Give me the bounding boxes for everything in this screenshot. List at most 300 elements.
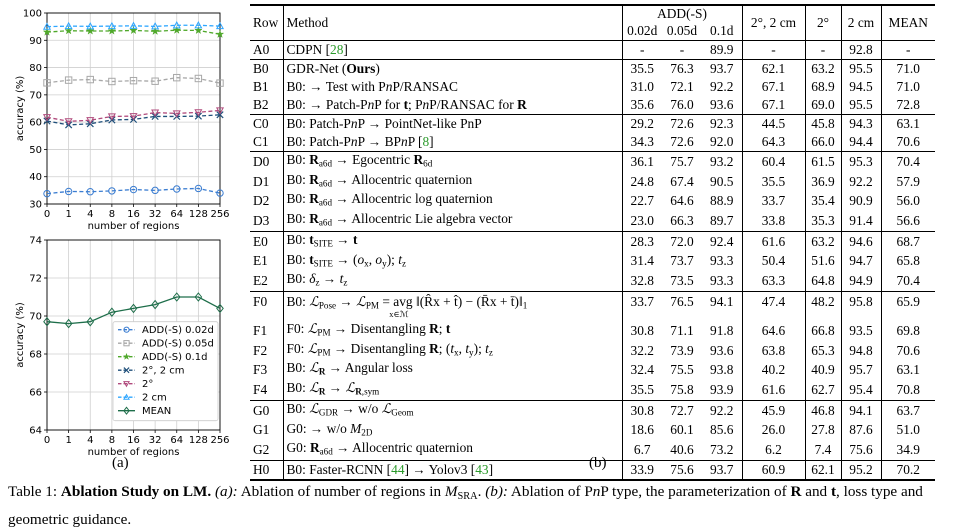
y-tick-label: 80 <box>29 63 42 75</box>
cell-deg: 40.9 <box>805 360 841 380</box>
legend-label: ADD(-S) 0.1d <box>142 352 208 364</box>
cell-cm: 94.8 <box>841 341 881 361</box>
text-segment: → Allocentric log quaternion <box>332 191 493 207</box>
row-id: A0 <box>250 41 283 60</box>
y-tick-label: 40 <box>29 172 42 184</box>
cell-cm: 87.6 <box>841 421 881 441</box>
text-segment: → <box>319 271 340 287</box>
cell-cm: 94.7 <box>841 252 881 272</box>
legend-label: MEAN <box>142 406 172 418</box>
row-id: F1 <box>253 322 268 338</box>
table-row <box>250 252 935 272</box>
math-segment: ℒ <box>307 321 318 337</box>
cell-deg: 35.4 <box>805 191 841 211</box>
cell-deg: - <box>805 41 841 60</box>
row-id: C0 <box>250 115 283 134</box>
row-id: F2 <box>253 342 268 358</box>
cell-add-005d: 76.5 <box>662 292 702 322</box>
math-segment: t <box>309 231 314 247</box>
y-axis-label: accuracy (%) <box>15 302 26 368</box>
cell-deg: 66.0 <box>805 133 841 152</box>
text-segment: B0: <box>286 271 310 287</box>
row-id: D2 <box>253 193 270 209</box>
row-method <box>283 292 622 322</box>
row-method <box>283 60 622 79</box>
math-segment: 6d <box>423 158 433 169</box>
math-segment: z <box>488 347 493 358</box>
math-segment: ℒ <box>309 400 319 416</box>
row-id: G1 <box>253 422 270 438</box>
cell-deg: 65.3 <box>805 341 841 361</box>
text-segment: B0: → Test with P <box>286 79 386 94</box>
cell-add-005d: 60.1 <box>670 422 694 438</box>
math-segment: R <box>318 367 326 378</box>
y-tick-label: 68 <box>29 349 42 361</box>
cell-deg: 63.2 <box>805 231 841 251</box>
math-segment: t <box>485 340 489 356</box>
cell-add-002d: 33.9 <box>622 461 662 481</box>
math-segment: t <box>450 340 455 356</box>
text-segment: G0: → w/o <box>286 420 351 436</box>
table-row <box>250 152 935 172</box>
row-id: D1 <box>253 173 270 189</box>
x-tick-label: 1 <box>65 435 72 446</box>
text-segment: B0: <box>286 251 310 267</box>
row-id: D0 <box>250 152 283 172</box>
cell-cm: 92.8 <box>841 41 881 60</box>
text-segment: CDPN [ <box>286 42 331 57</box>
table-row <box>250 41 935 60</box>
text-segment: P for <box>374 97 404 112</box>
cell-cm: 94.1 <box>841 400 881 420</box>
cell-add-005d: 66.3 <box>670 213 694 229</box>
cell-deg-cm: 67.1 <box>742 96 805 115</box>
cell-add-01d: 93.2 <box>702 152 742 172</box>
cell-add-01d: 92.0 <box>710 134 734 149</box>
y-tick-label: 90 <box>29 35 42 47</box>
text-segment: ] <box>488 462 494 478</box>
cell-cm: 94.9 <box>841 271 881 291</box>
cell-cm: 95.4 <box>841 380 881 400</box>
row-id: F3 <box>253 362 268 378</box>
panel-label-b: (b) <box>589 455 607 471</box>
math-segment: R <box>309 152 319 167</box>
cell-mean: 34.9 <box>881 440 935 460</box>
x-tick-label: 16 <box>127 435 140 446</box>
cell-add-002d: 28.3 <box>622 231 662 251</box>
y-tick-label: 74 <box>29 235 42 247</box>
math-segment: Geom <box>391 407 414 418</box>
cell-add-002d: 6.7 <box>622 440 662 460</box>
x-tick-label: 32 <box>148 435 162 446</box>
math-segment: R <box>429 321 439 337</box>
row-method <box>283 115 622 134</box>
cell-cm: 94.4 <box>841 133 881 152</box>
math-segment: z <box>315 278 320 289</box>
x-tick-label: 128 <box>188 435 208 446</box>
math-segment: n <box>400 134 408 149</box>
table-row <box>250 78 935 96</box>
cell-add-005d: 75.5 <box>670 362 694 378</box>
math-segment: R <box>429 340 439 356</box>
cell-add-005d: 71.1 <box>670 322 694 338</box>
math-segment: t <box>353 231 358 247</box>
cell-add-005d: 75.6 <box>662 461 702 481</box>
citation-link[interactable]: 28 <box>330 42 344 57</box>
cell-add-002d: 35.5 <box>622 60 662 79</box>
cell-cm: 95.3 <box>841 152 881 172</box>
math-segment: y <box>469 347 474 358</box>
table-row <box>250 292 935 322</box>
cell-deg: 48.2 <box>805 292 841 322</box>
math-segment: t <box>830 483 836 500</box>
row-method <box>283 360 622 380</box>
math-segment: Ablation Study on LM. <box>60 483 212 500</box>
row-id: B1 <box>253 79 269 94</box>
cell-mean: 70.2 <box>881 461 935 481</box>
header-cm: 2 cm <box>841 5 881 41</box>
cell-add-01d: 94.1 <box>702 292 742 322</box>
text-segment: → Egocentric <box>332 152 414 167</box>
cell-add-005d: 72.7 <box>662 400 702 420</box>
cell-add-01d: 93.3 <box>710 253 734 269</box>
cell-add-002d: 24.8 <box>622 172 662 192</box>
table-row <box>250 96 935 115</box>
math-segment: a6d <box>318 178 333 189</box>
math-segment: ℒ <box>356 294 366 310</box>
text-segment: GDR-Net ( <box>286 61 347 76</box>
cell-add-002d: - <box>622 41 662 60</box>
text-segment: ); <box>473 340 486 356</box>
header-add-002d: 0.02d <box>622 22 662 41</box>
cell-add-01d: 92.2 <box>702 400 742 420</box>
cell-add-01d: 93.6 <box>710 342 734 358</box>
cell-cm: 93.5 <box>841 321 881 341</box>
legend-label: 2 cm <box>142 392 167 404</box>
y-tick-label: 66 <box>29 387 42 399</box>
math-segment: δ <box>309 271 316 287</box>
text-segment: B0: → Patch-P <box>286 97 368 112</box>
cell-add-01d: 92.4 <box>702 231 742 251</box>
cell-deg-cm: - <box>742 41 805 60</box>
cell-cm: 94.3 <box>841 115 881 134</box>
text-segment: = <box>379 294 394 310</box>
header-add: ADD(-S) <box>622 5 742 22</box>
cell-add-01d: 93.7 <box>702 461 742 481</box>
cell-add-005d: 75.7 <box>662 152 702 172</box>
math-segment: (a): <box>214 483 238 500</box>
cell-add-01d: 89.7 <box>710 213 734 229</box>
text-segment: → Disentangling <box>330 340 430 356</box>
text-segment: → <box>336 294 357 310</box>
math-segment: R <box>355 386 362 397</box>
table-body <box>250 41 935 481</box>
y-tick-label: 30 <box>29 199 42 211</box>
cell-mean: 70.8 <box>881 380 935 400</box>
x-tick-label: 64 <box>170 209 184 220</box>
cell-mean: 72.8 <box>881 96 935 115</box>
math-segment: t <box>465 340 470 356</box>
row-method <box>283 231 622 251</box>
x-axis-label: number of regions <box>87 221 180 232</box>
x-axis-label: number of regions <box>87 447 180 458</box>
cell-cm: 90.9 <box>841 191 881 211</box>
text-segment: → ( <box>332 251 358 267</box>
cell-add-005d: 40.6 <box>670 442 694 458</box>
row-method <box>283 461 622 481</box>
legend-label: 2°, 2 cm <box>142 365 185 377</box>
table-row <box>250 271 935 291</box>
cell-deg: 61.5 <box>805 152 841 172</box>
cell-add-002d: 18.6 <box>622 421 662 441</box>
cell-deg: 66.8 <box>805 321 841 341</box>
math-segment: n <box>367 97 375 112</box>
row-method <box>283 380 622 400</box>
cell-mean: - <box>881 41 935 60</box>
table-row <box>250 400 935 420</box>
text-segment: → Disentangling <box>330 321 430 337</box>
cell-deg: 69.0 <box>805 96 841 115</box>
cell-add-002d: 30.8 <box>622 321 662 341</box>
legend-label: ADD(-S) 0.05d <box>142 338 214 350</box>
text-segment: F0: <box>286 340 308 356</box>
cell-add-01d: 93.7 <box>702 60 742 79</box>
row-method <box>283 341 622 361</box>
x-tick-label: 256 <box>210 209 230 220</box>
text-segment: ; <box>438 321 446 337</box>
cell-add-01d: 90.5 <box>710 173 734 189</box>
cell-mean: 65.9 <box>881 292 935 322</box>
cell-deg: 27.8 <box>805 421 841 441</box>
text-segment: , <box>458 340 466 356</box>
header-deg: 2° <box>805 5 841 41</box>
cell-deg: 68.9 <box>805 78 841 96</box>
citation-link[interactable]: 8 <box>422 134 430 149</box>
cell-add-01d: 92.2 <box>710 79 734 94</box>
math-segment: x <box>364 258 369 269</box>
text-segment: B0: <box>286 294 310 310</box>
cell-mean: 70.4 <box>881 152 935 172</box>
cell-add-005d: 73.5 <box>670 273 694 289</box>
math-segment: a6d <box>318 217 333 228</box>
cell-deg-cm: 63.8 <box>742 341 805 361</box>
cell-deg: 36.9 <box>805 172 841 192</box>
math-segment: x <box>454 347 459 358</box>
y-tick-label: 100 <box>22 8 42 20</box>
cell-deg: 63.2 <box>805 60 841 79</box>
cell-mean: 71.0 <box>881 78 935 96</box>
math-segment: t <box>403 97 409 112</box>
text-segment: ] <box>343 42 348 57</box>
row-id: D3 <box>253 213 270 229</box>
cell-deg-cm: 33.8 <box>742 211 805 231</box>
table-row <box>250 211 935 231</box>
y-axis-label: accuracy (%) <box>15 75 26 142</box>
cell-mean: 63.1 <box>881 360 935 380</box>
math-segment: x∈ℳ <box>389 310 409 320</box>
math-segment: R <box>309 191 319 207</box>
table-row <box>250 115 935 134</box>
chart-regions-accuracy <box>0 0 245 232</box>
math-segment: o <box>375 251 383 267</box>
math-segment: Pose <box>318 300 337 311</box>
text-segment: , loss type and geometric guidance. <box>8 483 923 529</box>
row-method <box>283 133 622 152</box>
cell-deg-cm: 35.5 <box>742 172 805 192</box>
text-segment: . <box>477 483 486 500</box>
ablation-table <box>250 4 935 481</box>
header-add-01d: 0.1d <box>710 23 734 38</box>
cell-add-005d: 76.3 <box>662 60 702 79</box>
chart-regions-mean <box>0 228 245 463</box>
cell-add-01d: 91.8 <box>710 322 734 338</box>
math-segment: y <box>382 258 387 269</box>
legend-label: ADD(-S) 0.02d <box>142 325 214 337</box>
cell-add-005d: 64.6 <box>670 193 694 209</box>
math-segment: t <box>445 321 451 337</box>
row-method <box>283 271 622 291</box>
math-segment: SITE <box>313 258 333 269</box>
cell-mean: 65.8 <box>881 252 935 272</box>
cell-deg-cm: 47.4 <box>742 292 805 322</box>
math-segment: ,sym <box>361 386 380 397</box>
x-tick-label: 256 <box>210 435 230 446</box>
y-tick-label: 64 <box>29 425 42 437</box>
math-segment: R <box>309 171 319 187</box>
text-segment: G0: <box>286 440 310 456</box>
math-segment: GDR <box>318 407 339 418</box>
math-segment: a6d <box>319 447 333 458</box>
math-segment: R <box>309 211 319 227</box>
text-segment: B0: <box>286 231 310 247</box>
table-row <box>250 380 935 400</box>
y-tick-label: 50 <box>29 144 42 156</box>
cell-add-005d: 72.6 <box>670 134 694 149</box>
text-segment: ‖(R̂x + t̂) − (R̄x + t̄)‖ <box>412 294 523 310</box>
math-segment: avg x∈ℳ <box>393 294 412 310</box>
cell-deg-cm: 61.6 <box>742 380 805 400</box>
panel-label-a: (a) <box>112 455 129 471</box>
cell-deg-cm: 50.4 <box>742 252 805 272</box>
math-segment: ℒ <box>309 360 319 376</box>
y-tick-label: 70 <box>29 311 42 323</box>
text-segment: B0: <box>286 191 310 207</box>
text-segment: F0: <box>286 321 308 337</box>
text-segment: P [ <box>407 134 423 149</box>
cell-mean: 63.1 <box>881 115 935 134</box>
cell-add-002d: 32.8 <box>622 271 662 291</box>
table-row <box>250 231 935 251</box>
text-segment: B0: Patch-P <box>286 116 351 131</box>
math-segment: t <box>309 251 314 267</box>
text-segment: B0: <box>286 360 310 376</box>
cell-deg: 7.4 <box>805 440 841 460</box>
math-segment: n <box>385 79 393 94</box>
header-deg-cm: 2°, 2 cm <box>742 5 805 41</box>
row-method <box>283 321 622 341</box>
row-id: E2 <box>253 273 268 289</box>
cell-add-002d: 30.8 <box>622 400 662 420</box>
text-segment: B0: Patch-P <box>286 134 351 149</box>
cell-cm: 94.6 <box>841 231 881 251</box>
cell-add-005d: - <box>662 41 702 60</box>
cell-add-005d: 73.7 <box>670 253 694 269</box>
x-tick-label: 128 <box>188 209 208 220</box>
text-segment: → Allocentric Lie algebra vector <box>332 211 513 227</box>
cell-cm: 94.5 <box>841 78 881 96</box>
cell-mean: 56.0 <box>881 191 935 211</box>
text-segment: P type, the parameterization of <box>600 483 791 500</box>
row-id: B0 <box>250 60 283 79</box>
cell-add-01d: 89.9 <box>702 41 742 60</box>
cell-cm: 95.7 <box>841 360 881 380</box>
text-segment: → <box>332 231 353 247</box>
math-segment: a6d <box>318 198 333 209</box>
cell-deg: 64.8 <box>805 271 841 291</box>
cell-add-002d: 23.0 <box>622 211 662 231</box>
cell-add-01d: 93.9 <box>710 382 734 398</box>
row-id: G0 <box>250 400 283 420</box>
text-segment: ) <box>375 61 380 76</box>
cell-cm: 95.5 <box>841 96 881 115</box>
text-segment: P/RANSAC for <box>429 97 518 112</box>
text-segment: ] → Yolov3 [ <box>404 462 476 478</box>
row-method <box>283 252 622 272</box>
cell-add-01d: 93.3 <box>710 273 734 289</box>
cell-deg: 35.3 <box>805 211 841 231</box>
x-tick-label: 8 <box>108 435 116 446</box>
cell-add-01d: 93.6 <box>710 97 734 112</box>
x-tick-label: 32 <box>148 209 162 220</box>
text-segment: → <box>325 380 346 396</box>
math-segment: PM <box>317 327 331 338</box>
cell-add-01d: 73.2 <box>710 442 734 458</box>
table-row <box>250 191 935 211</box>
cell-cm: 95.5 <box>841 60 881 79</box>
cell-mean: 70.4 <box>881 271 935 291</box>
citation-link[interactable]: 43 <box>475 462 489 478</box>
x-tick-label: 16 <box>127 209 140 220</box>
legend-label: 2° <box>142 379 154 391</box>
table-caption <box>8 480 963 531</box>
cell-deg-cm: 44.5 <box>742 115 805 134</box>
citation-link[interactable]: 44 <box>391 462 405 478</box>
cell-deg-cm: 64.6 <box>742 321 805 341</box>
table-row <box>250 172 935 192</box>
row-method <box>283 440 622 460</box>
math-segment: Ours <box>346 61 376 76</box>
text-segment: → Allocentric quaternion <box>332 171 473 187</box>
text-segment: B0: <box>286 380 310 396</box>
cell-deg: 46.8 <box>805 400 841 420</box>
row-id: E0 <box>250 231 283 251</box>
math-segment: a6d <box>318 158 333 169</box>
math-segment: PM <box>365 300 379 311</box>
cell-deg-cm: 62.1 <box>742 60 805 79</box>
cell-add-002d: 22.7 <box>622 191 662 211</box>
row-method <box>283 96 622 115</box>
cell-deg: 45.8 <box>805 115 841 134</box>
math-segment: ℒ <box>307 340 318 356</box>
x-tick-label: 8 <box>108 209 116 220</box>
math-segment: n <box>350 116 358 131</box>
y-tick-label: 60 <box>29 117 42 129</box>
table-row <box>250 321 935 341</box>
header-mean: MEAN <box>881 5 935 41</box>
cell-deg-cm: 40.2 <box>742 360 805 380</box>
cell-add-005d: 75.8 <box>670 382 694 398</box>
text-segment: Ablation of P <box>507 483 593 500</box>
